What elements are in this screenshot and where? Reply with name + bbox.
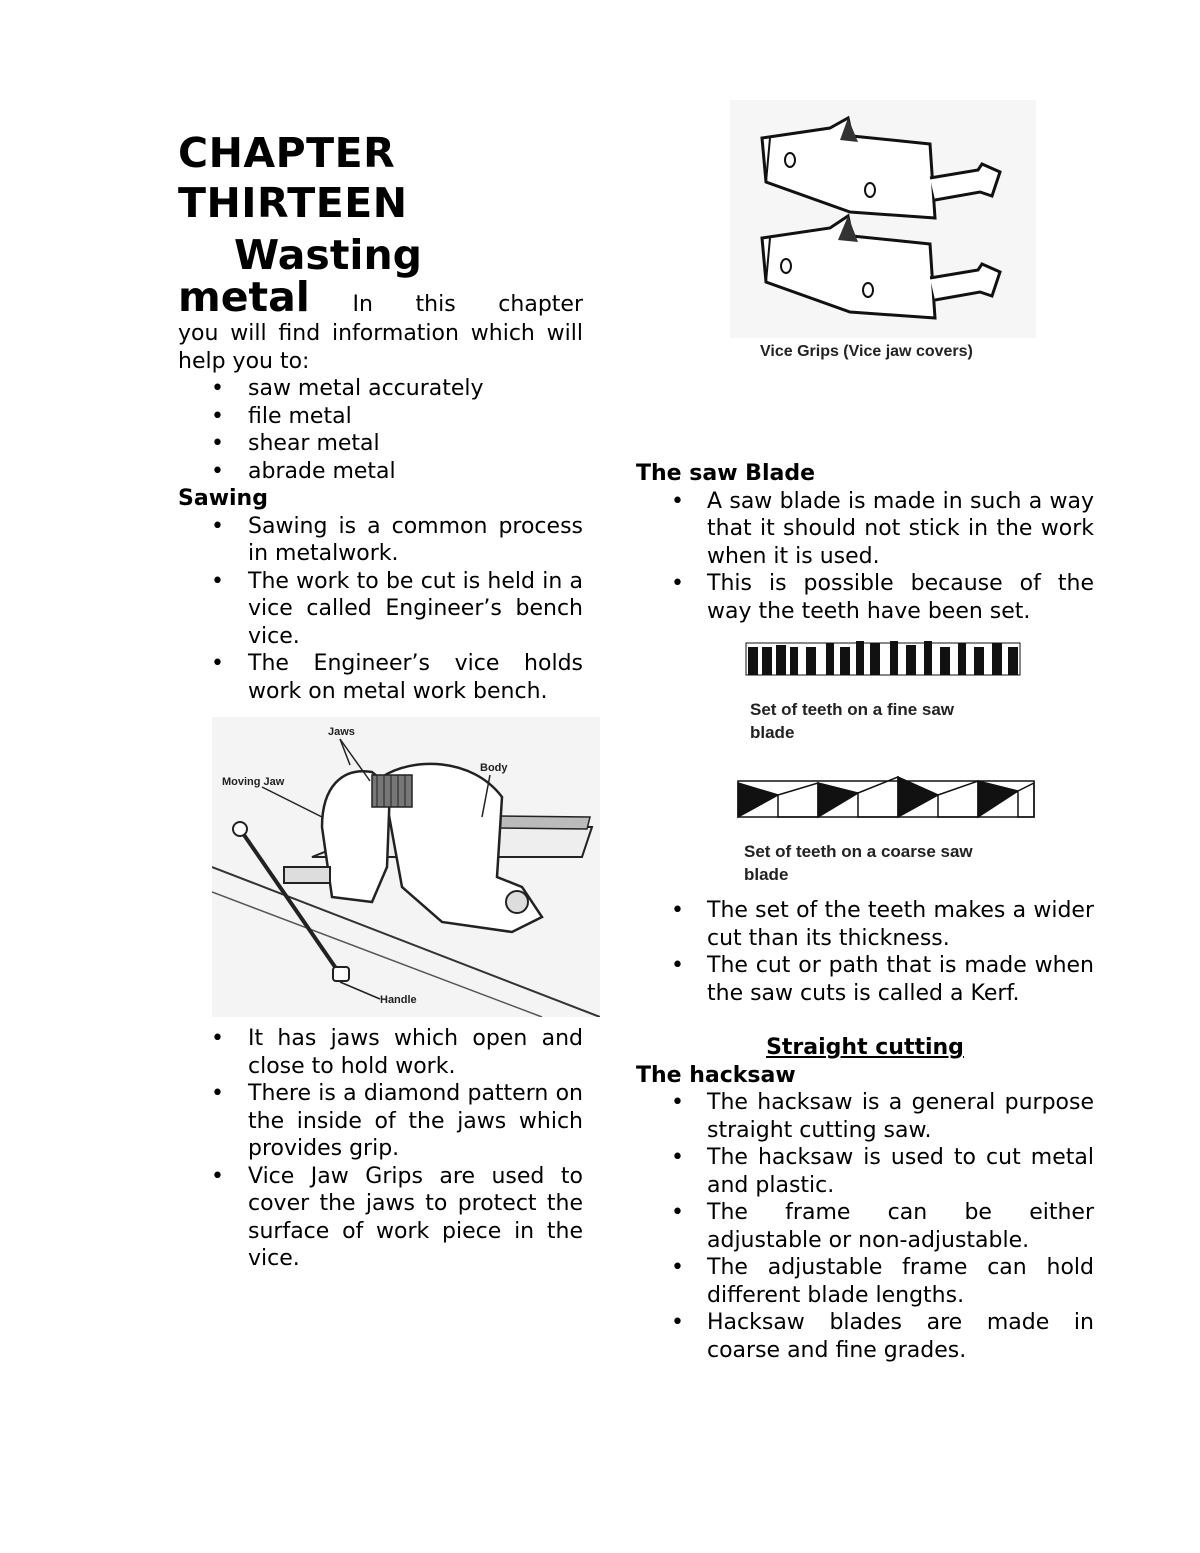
fine-teeth-illustration (740, 635, 1030, 755)
chapter-heading (178, 128, 583, 228)
title-metal-line (178, 273, 583, 321)
chapter-line-1: CHAPTER (178, 129, 396, 177)
blade-list (636, 488, 1094, 626)
sawing-list (178, 513, 583, 706)
list-item: • Sawing is a common process in metalwork. (178, 513, 583, 568)
sawing-heading: Sawing (178, 486, 268, 511)
list-item: • The hacksaw is used to cut metal and plastic. (636, 1144, 1094, 1199)
list-item: • This is possible because of the way the teeth have been set. (636, 570, 1094, 625)
saw-blade-heading: The saw Blade (636, 461, 815, 486)
hacksaw-list (636, 1089, 1094, 1364)
fine-caption-line-2: blade (750, 723, 795, 742)
list-item: • The Engineer’s vice holds work on metal work bench. (178, 650, 583, 705)
intro-start: In this chapter (352, 292, 583, 317)
coarse-caption-line-1: Set of teeth on a coarse saw (744, 842, 973, 861)
vice-list (178, 1025, 583, 1273)
label-handle: Handle (380, 994, 417, 1006)
list-item: • saw metal accurately (178, 375, 583, 403)
list-item: • Vice Jaw Grips are used to cover the jaws to protect the surface of work piece in the vice. (178, 1163, 583, 1273)
list-item: • The adjustable frame can hold different blade lengths. (636, 1254, 1094, 1309)
vice-grips-illustration (730, 100, 1036, 368)
intro-text: you will find information which will help you to: (178, 321, 583, 374)
bench-vice-illustration (212, 717, 600, 1017)
hacksaw-heading: The hacksaw (636, 1062, 796, 1088)
right-column (636, 100, 1094, 1364)
list-item: • The set of the teeth makes a wider cut than its thickness. (636, 897, 1094, 952)
title-word-metal: metal (178, 273, 310, 321)
label-jaws: Jaws (328, 726, 355, 738)
list-item: • A saw blade is made in such a way that it should not stick in the work when it is used. (636, 488, 1094, 571)
list-item: • It has jaws which open and close to hold work. (178, 1025, 583, 1080)
grips-caption: Vice Grips (Vice jaw covers) (760, 343, 973, 360)
coarse-teeth-illustration (734, 771, 1038, 897)
straight-cutting-heading: Straight cutting (766, 1035, 964, 1060)
list-item: • The hacksaw is a general purpose straight cutting saw. (636, 1089, 1094, 1144)
chapter-line-2: THIRTEEN (178, 179, 408, 227)
objectives-list (178, 375, 583, 485)
label-moving-jaw: Moving Jaw (222, 776, 285, 788)
list-item: • The work to be cut is held in a vice called Engineer’s bench vice. (178, 568, 583, 651)
label-body: Body (480, 762, 508, 774)
coarse-caption-line-2: blade (744, 865, 789, 884)
left-column (178, 128, 583, 1273)
fine-teeth-figure (740, 635, 1094, 755)
teeth-list (636, 897, 1094, 1007)
list-item: • shear metal (178, 430, 583, 458)
coarse-teeth-figure (734, 771, 1094, 897)
list-item: • The cut or path that is made when the saw cuts is called a Kerf. (636, 952, 1094, 1007)
vice-grips-figure (730, 100, 1094, 368)
list-item: • There is a diamond pattern on the inside of the jaws which provides grip. (178, 1080, 583, 1163)
title-word-wasting: Wasting (234, 231, 423, 279)
vice-figure (212, 717, 583, 1017)
list-item: • file metal (178, 403, 583, 431)
list-item: • Hacksaw blades are made in coarse and fine grades. (636, 1309, 1094, 1364)
fine-caption-line-1: Set of teeth on a fine saw (750, 700, 955, 719)
list-item: • abrade metal (178, 458, 583, 486)
list-item: • The frame can be either adjustable or non-adjustable. (636, 1199, 1094, 1254)
